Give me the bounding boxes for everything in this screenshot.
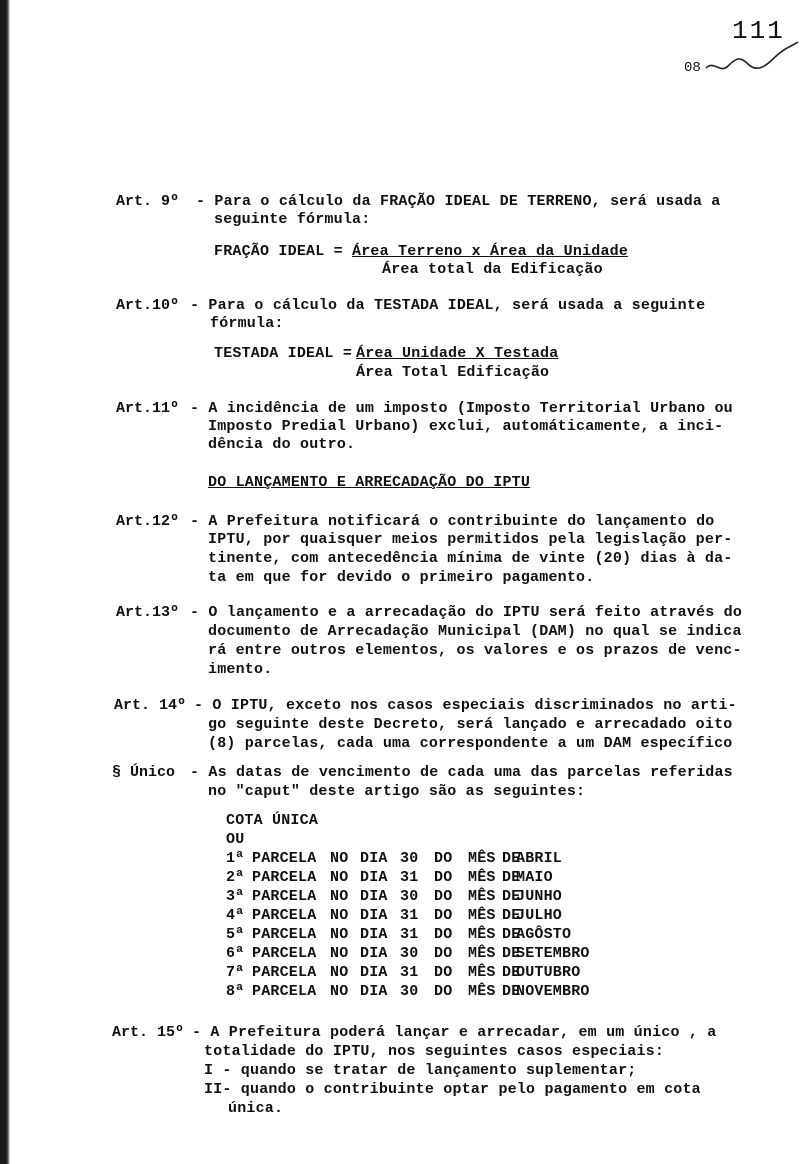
article-9-line-1: - Para o cálculo da FRAÇÃO IDEAL DE TERRENO, será usada a [196,193,721,210]
installment-5-month: AGÔSTO [516,926,572,943]
scan-edge-shadow [0,0,10,1164]
installment-1-word: PARCELA [252,850,317,867]
installment-2-dia: DIA [360,869,388,886]
installment-2-no: NO [330,869,349,886]
installment-7-do: DO [434,964,453,981]
article-9-label: Art. 9º [116,193,180,210]
article-15-line-4: II- quando o contribuinte optar pelo pagamento em cota [204,1081,701,1098]
installment-6-day: 30 [400,945,419,962]
article-9-line-2: seguinte fórmula: [214,211,371,228]
article-14-line-2: go seguinte deste Decreto, será lançado e arrecadado oito [208,716,733,733]
installment-8-day: 30 [400,983,419,1000]
installment-6-do: DO [434,945,453,962]
article-9-formula-name: FRAÇÃO IDEAL = [214,243,343,260]
installment-1-no: NO [330,850,349,867]
installment-1-de: DE [502,850,521,867]
installment-4-dia: DIA [360,907,388,924]
installment-8-de: DE [502,983,521,1000]
installment-3-word: PARCELA [252,888,317,905]
installment-7-ord: 7ª [226,964,245,981]
installment-8-dia: DIA [360,983,388,1000]
installment-4-de: DE [502,907,521,924]
installment-6-no: NO [330,945,349,962]
cota-unica: COTA ÚNICA [226,812,319,829]
installment-5-word: PARCELA [252,926,317,943]
article-10-line-2: fórmula: [210,315,284,332]
installment-3-do: DO [434,888,453,905]
paragraph-unico-label: § Único [112,764,176,781]
installment-1-month: ABRIL [516,850,563,867]
installment-7-day: 31 [400,964,419,981]
article-12-line-3: tinente, com antecedência mínima de vinte (20) dias à da- [208,550,733,567]
installment-8-ord: 8ª [226,983,245,1000]
article-10-label: Art.10º [116,297,180,314]
article-10-formula-denominator: Área Total Edificação [356,364,550,381]
signature-scribble [704,38,800,78]
article-13-label: Art.13º [116,604,180,621]
installment-8-month: NOVEMBRO [516,983,590,1000]
article-15-label: Art. 15º [112,1024,185,1041]
article-14-line-1: - O IPTU, exceto nos casos especiais discriminados no arti- [194,697,737,714]
installment-6-de: DE [502,945,521,962]
paragraph-unico-line-2: no "caput" deste artigo são as seguintes: [208,783,586,800]
article-10-line-1: - Para o cálculo da TESTADA IDEAL, será usada a seguinte [190,297,706,314]
installment-2-month: MAIO [516,869,553,886]
installment-4-do: DO [434,907,453,924]
installment-2-de: DE [502,869,521,886]
section-heading: DO LANÇAMENTO E ARRECADAÇÃO DO IPTU [208,474,531,491]
installment-7-no: NO [330,964,349,981]
article-15-line-5: única. [228,1100,284,1117]
installment-1-dia: DIA [360,850,388,867]
paragraph-unico-line-1: - As datas de vencimento de cada uma das parcelas referidas [190,764,733,781]
article-10-formula-numerator: Área Unidade X Testada [356,345,559,362]
installment-6-mes: MÊS [468,945,496,962]
installment-2-ord: 2ª [226,869,245,886]
installment-6-dia: DIA [360,945,388,962]
installment-8-mes: MÊS [468,983,496,1000]
article-15-line-1: - A Prefeitura poderá lançar e arrecadar, em um único , a [192,1024,717,1041]
installment-5-dia: DIA [360,926,388,943]
article-12-label: Art.12º [116,513,180,530]
article-12-line-1: - A Prefeitura notificará o contribuinte do lançamento do [190,513,715,530]
installment-5-no: NO [330,926,349,943]
installment-5-do: DO [434,926,453,943]
article-13-line-3: rá entre outros elementos, os valores e os prazos de venc- [208,642,742,659]
installment-4-no: NO [330,907,349,924]
installment-6-word: PARCELA [252,945,317,962]
installment-4-ord: 4ª [226,907,245,924]
installment-3-mes: MÊS [468,888,496,905]
article-12-line-2: IPTU, por quaisquer meios permitidos pela legislação per- [208,531,733,548]
installment-7-month: OUTUBRO [516,964,581,981]
installment-2-word: PARCELA [252,869,317,886]
installment-6-month: SETEMBRO [516,945,590,962]
installment-3-dia: DIA [360,888,388,905]
article-13-line-2: documento de Arrecadação Municipal (DAM) no qual se indica [208,623,742,640]
article-12-line-4: ta em que for devido o primeiro pagamento. [208,569,595,586]
article-13-line-1: - O lançamento e a arrecadação do IPTU será feito através do [190,604,743,621]
installment-3-ord: 3ª [226,888,245,905]
installment-3-day: 30 [400,888,419,905]
installment-4-word: PARCELA [252,907,317,924]
article-11-label: Art.11º [116,400,180,417]
installment-3-no: NO [330,888,349,905]
article-9-formula-denominator: Área total da Edificação [382,261,603,278]
page-number: 111 [732,16,785,46]
installment-2-mes: MÊS [468,869,496,886]
installment-6-ord: 6ª [226,945,245,962]
article-14-label: Art. 14º [114,697,187,714]
installment-8-word: PARCELA [252,983,317,1000]
installment-7-word: PARCELA [252,964,317,981]
installment-3-de: DE [502,888,521,905]
article-15-line-2: totalidade do IPTU, nos seguintes casos especiais: [204,1043,665,1060]
installment-5-mes: MÊS [468,926,496,943]
installment-1-ord: 1ª [226,850,245,867]
article-14-line-3: (8) parcelas, cada uma correspondente a um DAM específico [208,735,733,752]
article-9-formula-numerator: Área Terreno x Área da Unidade [352,243,629,260]
installment-1-mes: MÊS [468,850,496,867]
installment-5-ord: 5ª [226,926,245,943]
article-11-line-1: - A incidência de um imposto (Imposto Territorial Urbano ou [190,400,733,417]
installment-8-no: NO [330,983,349,1000]
article-10-formula-name: TESTADA IDEAL = [214,345,353,362]
article-15-line-3: I - quando se tratar de lançamento suplementar; [204,1062,637,1079]
installment-7-de: DE [502,964,521,981]
installment-2-day: 31 [400,869,419,886]
article-13-line-4: imento. [208,661,273,678]
installment-7-dia: DIA [360,964,388,981]
installment-4-day: 31 [400,907,419,924]
ou-text: OU [226,831,245,848]
installment-7-mes: MÊS [468,964,496,981]
installment-3-month: JUNHO [516,888,563,905]
article-11-line-2: Imposto Predial Urbano) exclui, automáticamente, a inci- [208,418,724,435]
installment-4-month: JULHO [516,907,563,924]
installment-1-do: DO [434,850,453,867]
installment-1-day: 30 [400,850,419,867]
installment-5-day: 31 [400,926,419,943]
article-11-line-3: dência do outro. [208,436,356,453]
installment-5-de: DE [502,926,521,943]
installment-8-do: DO [434,983,453,1000]
installment-2-do: DO [434,869,453,886]
installment-4-mes: MÊS [468,907,496,924]
page-mark: 08 [684,60,701,76]
